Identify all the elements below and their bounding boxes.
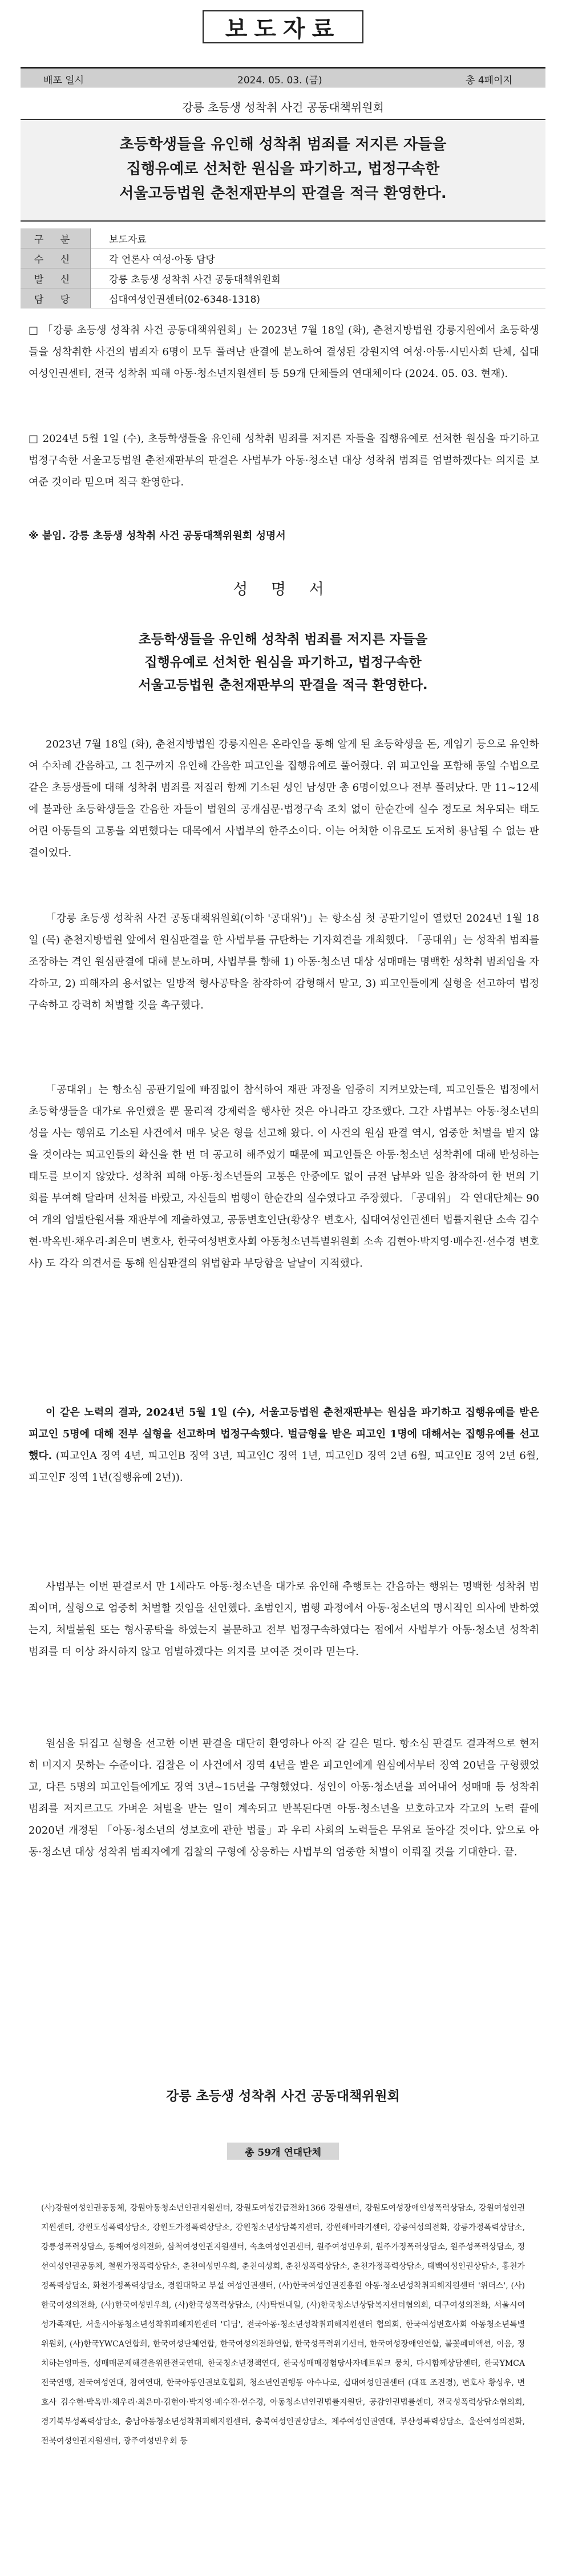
info-table [21, 228, 545, 308]
page-count: 총 4페이지 [466, 75, 512, 86]
headline-line: 서울고등법원 춘천재판부의 판결을 적극 환영한다. [119, 185, 447, 202]
info-row [21, 288, 545, 308]
headline-line: 초등학생들을 유인해 성착취 범죄를 저지른 자들을 [119, 136, 447, 153]
statement-paragraph: 2023년 7월 18일 (화), 춘천지방법원 강릉지원은 온라인을 통해 알게 된 초등학생을 돈, 게임기 등으로 유인하여 수차례 간음하고, 그 친구까지 유인해 간음한 피고인을 집행유예로 풀어줬다. 위 피고인을 포함해 동일 수법으로 같은 초등생들에 대해 성착취 범죄를 저질러 함께 기소된 성인 남성만 총 6명이었으나 전부 풀려났다. 만 11~12세에 불과한 초등학생들을 간음한 자들이 법원의 공개심문·법정구속 조치 없이 한순간에 실수 정도로 처우되는 태도 어린 아동들의 고통을 외면했다는 대목에서 사법부의 한주소이다. 이는 어처한 이유로도 도저히 용납될 수 없는 판결이었다. [29, 738, 539, 859]
info-value: 강릉 초등생 성착취 사건 공동대책위원회 [91, 268, 546, 288]
statement-paragraph: 「공대위」는 항소심 공판기일에 빠짐없이 참석하여 재판 과정을 엄중히 지켜보았는데, 피고인들은 법정에서 초등학생들을 대가로 유인했을 뿐 물리적 강제력을 행사한 것은 아니라고 강조했다. 그간 사법부는 아동·청소년의 성을 사는 행위로 기소된 사건에서 매우 낮은 형을 선고해 왔다. 이 사건의 원심 판결 역시, 엄중한 처벌을 받지 않을 것이라는 피고인들의 확신을 한 번 더 공고히 해주었기 때문에 피고인들은 아동·청소년 성착취에 대해 반성하는 태도를 보이지 않았다. 성착취 피해 아동·청소년들의 고통은 안중에도 없이 금전 납부와 일을 참작하여 한 번의 기회를 부여해 달라며 선처를 바랐고, 자신들의 범행이 한순간의 실수였다고 주장했다. 「공대위」 각 연대단체는 90여 개의 엄벌탄원서를 재판부에 제출하였고, 공동변호인단(황상우 변호사, 십대여성인권센터 법률지원단 소속 김수현·박옥빈·채우리·최은미 변호사, 한국여성변호사회 아동청소년특별위원회 소속 김현아·박지영·배수진·선수경 변호사) 도 각각 의견서를 통해 원심판결의 위법함과 부당함을 날날이 지적했다. [29, 1084, 539, 1269]
attachment-note: ※ 붙임. 강릉 초등생 성착취 사건 공동대책위원회 성명서 [29, 530, 286, 542]
info-row [21, 248, 545, 268]
info-key: 담 당 [21, 288, 91, 308]
organization-subtitle: 강릉 초등생 성착취 사건 공동대책위원회 [182, 101, 384, 114]
meta-bar [21, 67, 545, 87]
info-key: 구 분 [21, 228, 91, 248]
result-sentence-detail: (피고인A 징역 4년, 피고인B 징역 3년, 피고인C 징역 1년, 피고인D 징역 2년 6월, 피고인E 징역 2년 6월, 피고인F 징역 1년(집행유예 2년)). [29, 1450, 539, 1484]
info-key: 수 신 [21, 248, 91, 268]
info-key: 발 신 [21, 268, 91, 288]
intro-paragraph: □ 「강릉 초등생 성착취 사건 공동대책위원회」는 2023년 7월 18일 (화), 춘천지방법원 강릉지원에서 초등학생들을 성착취한 사건의 범죄자 6명이 모두 풀려난 판결에 분노하여 결성된 강원지역 여성·아동·시민사회 단체, 십대여성인권센터, 전국 성착취 피해 아동·청소년지원센터 등 59개 단체들의 연대체이다 (2024. 05. 03. 현재). [29, 324, 539, 380]
date-label: 배포 일시 [43, 75, 84, 86]
result-bold-text: 이 같은 노력의 결과, 2024년 5월 1일 (수), 서울고등법원 춘천재판부는 원심을 파기하고 집행유예를 받은 피고인 5명에 대해 전부 실형을 선고하며 법정구속했다. 벌금형을 받은 피고인 1명에 대해서는 집행유예를 선고했다. [29, 1406, 539, 1462]
statement-headline-line: 서울고등법원 춘천재판부의 판결을 적극 환영한다. [138, 678, 428, 693]
statement-headline-line: 초등학생들을 유인해 성착취 범죄를 저지른 자들을 [138, 632, 428, 647]
signature: 강릉 초등생 성착취 사건 공동대책위원회 [166, 2089, 400, 2104]
statement-paragraph: 「강릉 초등생 성착취 사건 공동대책위원회(이하 '공대위')」는 항소심 첫 공판기일이 열렸던 2024년 1월 18일 (목) 춘천지방법원 앞에서 원심판결을 한 사법부를 규탄하는 기자회견을 개최했다. 「공대위」는 성착취 범죄를 조장하는 격인 원심판결에 대해 분노하며, 사법부를 향해 1) 아동·청소년 대상 성매매는 명백한 성착취 범죄임을 자각하고, 2) 피해자의 용서없는 일방적 형사공탁을 참작하여 감형해서 말고, 3) 피고인들에게 실형을 선고하여 법정구속하고 강력히 처벌할 것을 촉구했다. [29, 913, 539, 1011]
release-date: 2024. 05. 03. (금) [237, 75, 322, 86]
info-value: 각 언론사 여성·아동 담당 [91, 248, 546, 268]
info-row [21, 228, 545, 248]
headline-line: 집행유예로 선처한 원심을 파기하고, 법정구속한 [126, 160, 440, 178]
statement-headline-line: 집행유예로 선처한 원심을 파기하고, 법정구속한 [144, 655, 422, 670]
headline-box [21, 119, 545, 222]
page-title: 보도자료 [225, 15, 341, 42]
statement-paragraph-result [29, 1402, 539, 1489]
info-value: 십대여성인권센터(02-6348-1318) [91, 288, 546, 308]
statement-paragraph: 사법부는 이번 판결로서 만 1세라도 아동·청소년을 대가로 유인해 추행토는 간음하는 행위는 명백한 성착취 범죄이며, 실형으로 엄중히 처벌할 것임을 선언했다. 초범인지, 범행 과정에서 아동·청소년의 명시적인 의사에 반하였는지, 처벌불원 또는 형사공탁을 하였는지 불문하고 전부 법정구속하였다는 점에서 사법부가 아동·청소년 성착취 범죄를 더 이상 좌시하지 않고 엄벌하겠다는 의지를 보여준 것이라 믿는다. [29, 1581, 539, 1658]
intro-paragraph: □ 2024년 5월 1일 (수), 초등학생들을 유인해 성착취 범죄를 저지른 자들을 집행유예로 선처한 원심을 파기하고 법정구속한 서울고등법원 춘천재판부의 판결은 사법부가 아동·청소년 대상 성착취 범죄를 엄벌하겠다는 의지를 보여준 것이라 믿으며 적극 환영한다. [29, 433, 539, 488]
statement-headline [0, 628, 566, 697]
statement-paragraph: 원심을 뒤집고 실형을 선고한 이번 판결을 대단히 환영하나 아직 갈 길은 멀다. 항소심 판결도 결과적으로 현저히 미지지 못하는 수준이다. 검찰은 이 사건에서 징역 4년을 받은 피고인에게 원심에서부터 징역 20년을 구형했었고, 다른 5명의 피고인들에게도 징역 3년~15년을 구형했었다. 성인이 아동·청소년을 꾀어내어 성매매 등 성착취 범죄를 저지르고도 가벼운 처벌을 받는 일이 계속되고 반복된다면 아동·청소년을 보호하고자 각고의 노력 끝에 2020년 개정된 「아동·청소년의 성보호에 관한 법률」과 우리 사회의 노력들은 무위로 돌아갈 것이다. 앞으로 아동·청소년 대상 성착취 범죄자에게 검찰의 구형에 상응하는 사법부의 엄중한 처벌이 이뤄질 것을 기대한다. 끝. [29, 1738, 539, 1858]
info-row [21, 268, 545, 288]
member-organizations-list: (사)강원여성인권공동체, 강원아동청소년인권지원센터, 강원도여성긴급전화1366 강원센터, 강원도여성장애인성폭력상담소, 강원여성인권지원센터, 강원도성폭력상담소, 강원도가정폭력상담소, 강원청소년상담복지센터, 강원해바라기센터, 강릉여성의전화, 강릉가정폭력상담소, 강릉성폭력상담소, 동해여성의전화, 삼척여성인권지원센터, 속초여성인권센터, 원주여성민우회, 원주가정폭력상담소, 원주성폭력상담소, 정선여성인권공동체, 철원가정폭력상담소, 춘천여성민우회, 춘천여성회, 춘천성폭력상담소, 춘천가정폭력상담소, 태백여성인권상담소, 홍천가정폭력상담소, 화천가정폭력상담소, 경원대학교 부설 여성인권센터, (사)한국여성인권진흥원 아동·청소년성착취피해지원센터 '위더스', (사)한국여성의전화, (사)한국여성민우회, (사)한국성폭력상담소, (사)탁틴내일, (사)한국청소년상담복지센터협의회, 대구여성의전화, 서울시여성가족재단, 서울시아동청소년성착취피해지원센터 '디딤', 전국아동·청소년성착취피해지원센터 협의회, 한국여성변호사회 아동청소년특별위원회, (사)한국YWCA연합회, 한국여성단체연합, 한국여성의전화연합, 한국성폭력위기센터, 한국여성장애인연합, 불꽃페미액션, 이음, 정치하는엄마들, 성매매문제해결을위한전국연대, 한국청소년정책연대, 한국성매매경험당사자네트워크 뭉치, 다시함께상담센터, 한국YMCA전국연맹, 전국여성연대, 참여연대, 한국아동인권보호협회, 청소년인권행동 아수나로, 십대여성인권센터 (대표 조진경), 변호사 황상우, 변호사 김수현·박옥빈·채우리·최은미·김현아·박지영·배수진·선수경, 아동청소년인권법률지원단, 공감인권법률센터, 전국성폭력상담소협의회, 경기북부성폭력상담소, 충남아동청소년성착취피해지원센터, 충북여성인권상담소, 제주여성인권연대, 부산성폭력상담소, 울산여성의전화, 전북여성인권지원센터, 광주여성민우회 등 [41, 2204, 525, 2446]
statement-title: 성 명 서 [233, 581, 333, 598]
members-title: 총 59개 연대단체 [244, 2147, 322, 2159]
info-value: 보도자료 [91, 228, 546, 248]
press-release-title-box [203, 10, 363, 43]
